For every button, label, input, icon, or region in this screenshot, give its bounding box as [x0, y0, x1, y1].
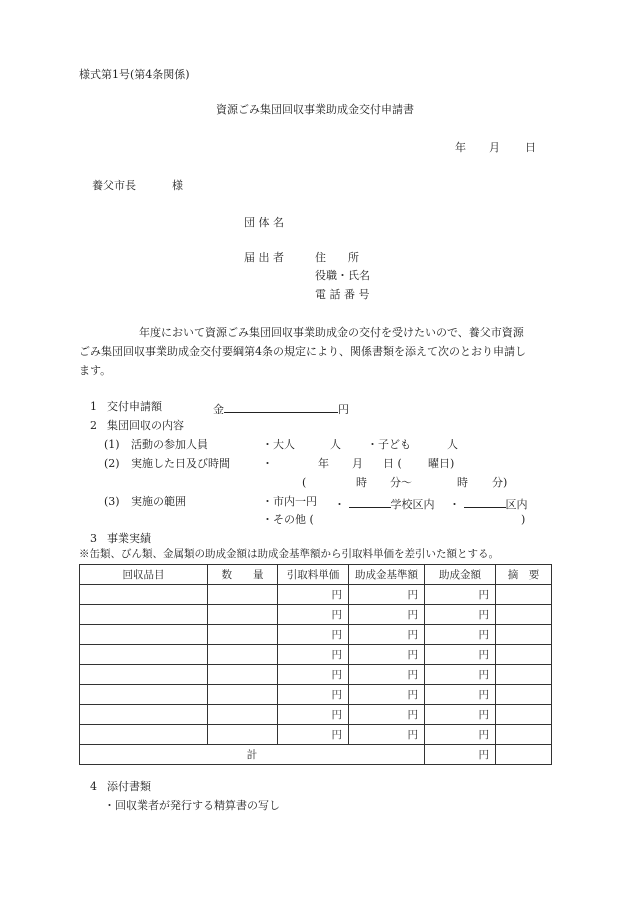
table-row — [80, 605, 552, 625]
section-4-number: 4 — [90, 780, 97, 793]
quantity-cell[interactable] — [208, 585, 278, 605]
date-year-label: 年 — [455, 141, 466, 154]
item-cell[interactable] — [80, 585, 208, 605]
base-subsidy-cell[interactable]: 円 — [349, 585, 425, 605]
item-cell[interactable] — [80, 645, 208, 665]
addressee-name: 養父市長 — [92, 179, 136, 192]
child-label: ・子ども — [367, 438, 411, 451]
header-quantity: 数 量 — [208, 565, 278, 585]
ward-label: 区内 — [505, 498, 528, 511]
body-text-line-3: ます。 — [79, 364, 112, 377]
pickup-price-cell[interactable]: 円 — [278, 665, 349, 685]
item-2-label: 実施した日及び時間 — [131, 457, 230, 470]
remarks-cell[interactable] — [496, 605, 552, 625]
pickup-price-cell[interactable]: 円 — [278, 685, 349, 705]
base-subsidy-cell[interactable]: 円 — [349, 605, 425, 625]
quantity-cell[interactable] — [208, 725, 278, 745]
quantity-cell[interactable] — [208, 645, 278, 665]
item-3-number: (3) — [104, 495, 120, 508]
header-remarks: 摘 要 — [496, 565, 552, 585]
subsidy-amount-cell[interactable]: 円 — [425, 645, 496, 665]
adult-unit: 人 — [330, 438, 341, 451]
pickup-price-cell[interactable]: 円 — [278, 645, 349, 665]
base-subsidy-cell[interactable]: 円 — [349, 645, 425, 665]
pickup-price-cell[interactable]: 円 — [278, 585, 349, 605]
section-4-label: 添付書類 — [107, 780, 151, 793]
section-2-number: 2 — [90, 419, 97, 432]
amount-suffix: 円 — [338, 403, 349, 416]
section-1-label: 交付申請額 — [107, 400, 162, 413]
end-hour-label: 時 — [457, 476, 468, 489]
body-text-line-2: ごみ集団回収事業助成金交付要綱第4条の規定により、関係書類を添えて次のとおり申請し — [79, 345, 526, 358]
scope-school-option[interactable] — [334, 495, 435, 512]
section-3-label: 事業実績 — [107, 532, 151, 545]
adult-label: ・大人 — [262, 438, 295, 451]
quantity-cell[interactable] — [208, 625, 278, 645]
event-day-label: 日 ( — [383, 457, 402, 470]
amount-blank-line — [224, 400, 338, 413]
section-1-number: 1 — [90, 400, 97, 413]
base-subsidy-cell[interactable]: 円 — [349, 665, 425, 685]
base-subsidy-cell[interactable]: 円 — [349, 725, 425, 745]
header-pickup-unit-price: 引取料単価 — [278, 565, 349, 585]
total-remarks-cell[interactable] — [496, 745, 552, 765]
remarks-cell[interactable] — [496, 725, 552, 745]
addressee-honorific: 様 — [172, 179, 183, 192]
subsidy-amount-cell[interactable]: 円 — [425, 725, 496, 745]
scope-ward-option[interactable] — [449, 495, 528, 512]
amount-prefix: 金 — [213, 403, 224, 416]
collection-results-table — [79, 564, 552, 765]
item-cell[interactable] — [80, 605, 208, 625]
table-row — [80, 705, 552, 725]
total-amount-yen[interactable]: 円 — [425, 745, 496, 765]
item-2-number: (2) — [104, 457, 120, 470]
header-item: 回収品目 — [80, 565, 208, 585]
remarks-cell[interactable] — [496, 665, 552, 685]
table-row — [80, 585, 552, 605]
body-text-line-1: 年度において資源ごみ集団回収事業助成金の交付を受けたいので、養父市資源 — [139, 326, 524, 339]
quantity-cell[interactable] — [208, 665, 278, 685]
subsidy-amount-cell[interactable]: 円 — [425, 665, 496, 685]
remarks-cell[interactable] — [496, 685, 552, 705]
subsidy-amount-cell[interactable]: 円 — [425, 685, 496, 705]
child-unit: 人 — [447, 438, 458, 451]
end-minute-label: 分) — [492, 476, 508, 489]
header-subsidy-amount: 助成金額 — [425, 565, 496, 585]
table-header-row — [80, 565, 552, 585]
event-weekday-label: 曜日) — [428, 457, 455, 470]
base-subsidy-cell[interactable]: 円 — [349, 705, 425, 725]
pickup-price-cell[interactable]: 円 — [278, 725, 349, 745]
quantity-cell[interactable] — [208, 705, 278, 725]
address-label: 住 所 — [315, 251, 359, 264]
subsidy-amount-cell[interactable]: 円 — [425, 585, 496, 605]
remarks-cell[interactable] — [496, 625, 552, 645]
start-minute-label: 分〜 — [390, 476, 412, 489]
item-1-label: 活動の参加人員 — [131, 438, 208, 451]
phone-label: 電 話 番 号 — [315, 288, 370, 301]
start-hour-label: 時 — [356, 476, 367, 489]
school-blank-line — [349, 495, 391, 508]
subsidy-amount-cell[interactable]: 円 — [425, 705, 496, 725]
pickup-price-cell[interactable]: 円 — [278, 605, 349, 625]
section-2-label: 集団回収の内容 — [107, 419, 184, 432]
filer-label: 届 出 者 — [244, 251, 284, 264]
item-1-number: (1) — [104, 438, 120, 451]
remarks-cell[interactable] — [496, 645, 552, 665]
pickup-price-cell[interactable]: 円 — [278, 705, 349, 725]
section-3-number: 3 — [90, 532, 97, 545]
remarks-cell[interactable] — [496, 705, 552, 725]
quantity-cell[interactable] — [208, 685, 278, 705]
remarks-cell[interactable] — [496, 585, 552, 605]
time-paren-open: ( — [302, 476, 307, 489]
total-label: 計 — [80, 745, 425, 765]
school-label: 学校区内 — [390, 498, 435, 511]
table-row — [80, 645, 552, 665]
scope-city-option[interactable]: ・市内一円 — [262, 495, 317, 508]
group-name-label: 団 体 名 — [244, 216, 284, 229]
date-day-label: 日 — [525, 141, 536, 154]
school-bullet: ・ — [334, 498, 345, 511]
table-body — [80, 585, 552, 765]
item-cell[interactable] — [80, 685, 208, 705]
form-title: 資源ごみ集団回収事業助成金交付申請書 — [216, 103, 414, 116]
event-year-label: 年 — [318, 457, 329, 470]
item-3-label: 実施の範囲 — [131, 495, 186, 508]
item-cell[interactable] — [80, 665, 208, 685]
section-3-note: ※缶類、びん類、金属類の助成金額は助成金基準額から引取料単価を差引いた額とする。 — [79, 548, 499, 560]
table-row — [80, 665, 552, 685]
table-row — [80, 725, 552, 745]
header-base-subsidy: 助成金基準額 — [349, 565, 425, 585]
base-subsidy-cell[interactable]: 円 — [349, 625, 425, 645]
subsidy-amount-cell[interactable]: 円 — [425, 605, 496, 625]
scope-other-option[interactable]: ・その他 ( — [262, 513, 314, 526]
date-bullet: ・ — [262, 457, 273, 470]
date-month-label: 月 — [489, 141, 500, 154]
amount-field[interactable] — [213, 400, 349, 417]
attachment-item: ・回収業者が発行する精算書の写し — [104, 799, 280, 812]
pickup-price-cell[interactable]: 円 — [278, 625, 349, 645]
scope-other-close: ) — [521, 513, 526, 526]
item-cell[interactable] — [80, 625, 208, 645]
title-name-label: 役職・氏名 — [315, 269, 370, 282]
table-row — [80, 625, 552, 645]
item-cell[interactable] — [80, 725, 208, 745]
quantity-cell[interactable] — [208, 605, 278, 625]
table-row — [80, 685, 552, 705]
subsidy-amount-cell[interactable]: 円 — [425, 625, 496, 645]
item-cell[interactable] — [80, 705, 208, 725]
total-row — [80, 745, 552, 765]
ward-blank-line — [464, 495, 506, 508]
base-subsidy-cell[interactable]: 円 — [349, 685, 425, 705]
event-month-label: 月 — [352, 457, 363, 470]
ward-bullet: ・ — [449, 498, 460, 511]
form-number: 様式第1号(第4条関係) — [79, 68, 190, 81]
